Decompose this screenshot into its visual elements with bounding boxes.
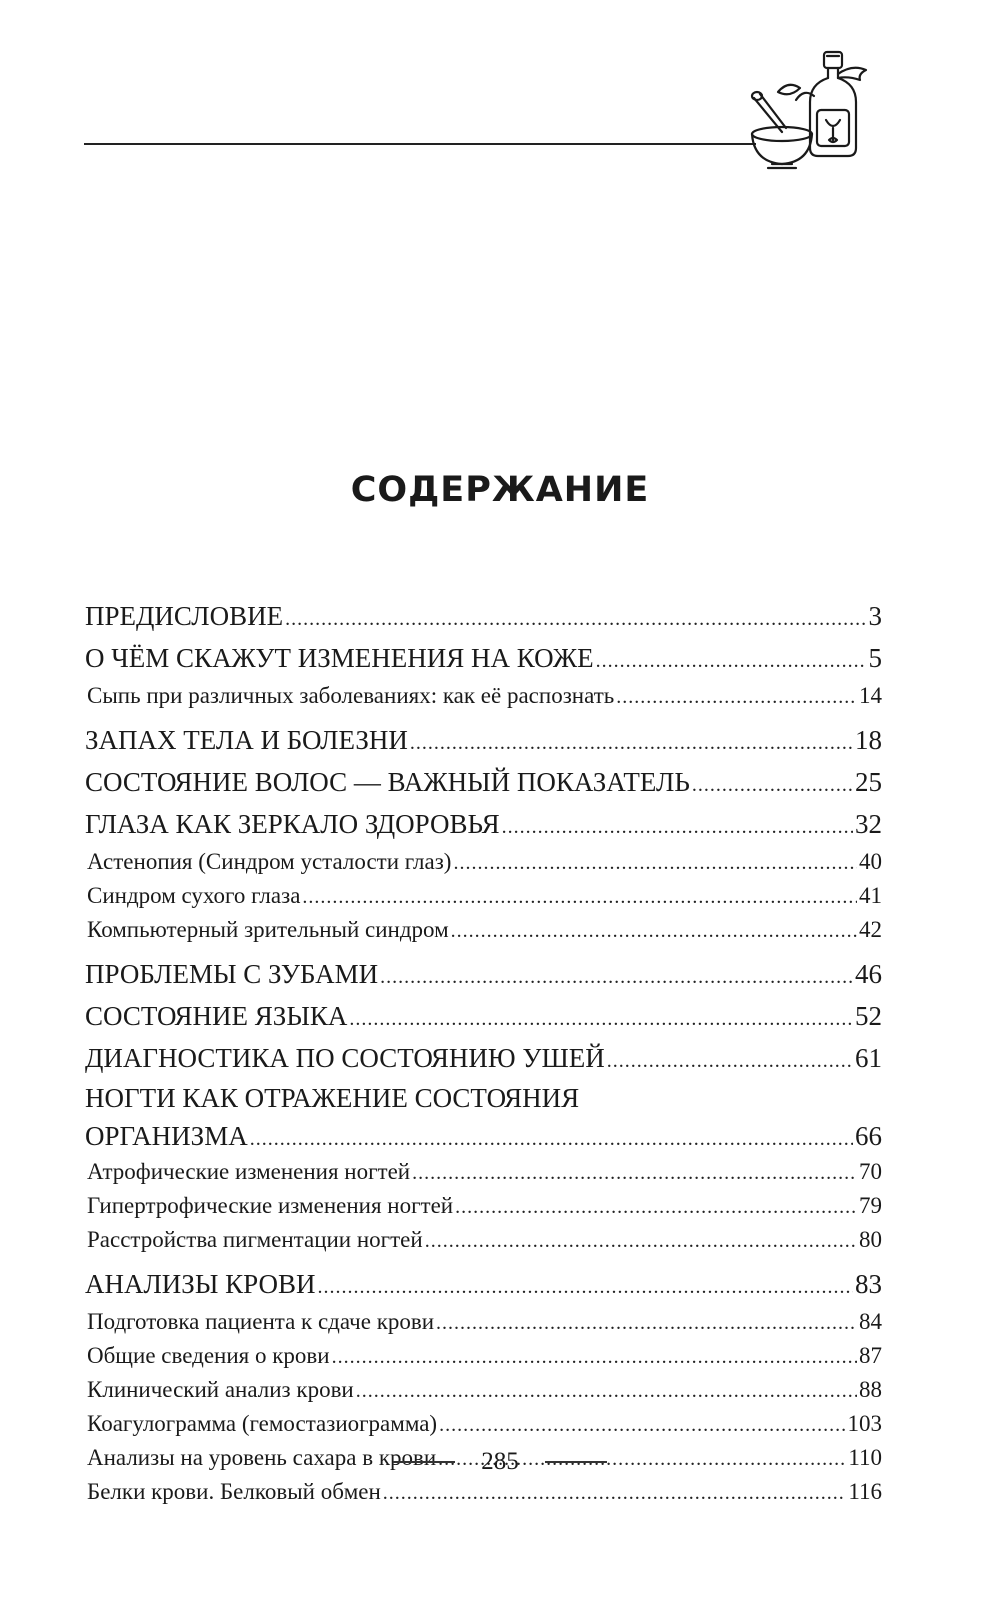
dot-leader bbox=[349, 998, 853, 1040]
toc-entry-title: ПРЕДИСЛОВИЕ bbox=[85, 601, 284, 631]
toc-entry-title: СОСТОЯНИЕ ЯЗЫКА bbox=[85, 1001, 348, 1031]
toc-page-number: 88 bbox=[859, 1377, 882, 1402]
header-rule bbox=[84, 143, 756, 145]
toc-entry-title: Анализы на уровень сахара в крови bbox=[87, 1445, 437, 1470]
toc-entry-title-continued: ОРГАНИЗМА bbox=[85, 1121, 248, 1151]
toc-page-number: 83 bbox=[855, 1269, 882, 1299]
toc-page-number: 25 bbox=[855, 767, 882, 797]
dot-leader bbox=[425, 1224, 857, 1258]
toc-page-number: 110 bbox=[848, 1445, 882, 1470]
dot-leader bbox=[383, 1476, 847, 1510]
toc-entry[interactable] bbox=[85, 679, 882, 713]
dot-leader bbox=[285, 598, 866, 640]
toc-entry[interactable] bbox=[85, 1189, 882, 1223]
toc-entry[interactable] bbox=[85, 1407, 882, 1441]
toc-entry-title: ПРОБЛЕМЫ С ЗУБАМИ bbox=[85, 959, 379, 989]
dot-leader bbox=[318, 1266, 854, 1308]
toc-entry[interactable] bbox=[85, 1475, 882, 1509]
toc-entry[interactable] bbox=[85, 1305, 882, 1339]
toc-entry[interactable] bbox=[85, 595, 882, 637]
toc-entry-title: Подготовка пациента к сдаче крови bbox=[87, 1309, 435, 1334]
dot-leader bbox=[692, 764, 853, 806]
table-of-contents bbox=[85, 595, 882, 1509]
dot-leader bbox=[453, 846, 857, 880]
toc-page-number: 42 bbox=[859, 917, 882, 942]
toc-entry[interactable] bbox=[85, 1155, 882, 1189]
toc-entry-title: ДИАГНОСТИКА ПО СОСТОЯНИЮ УШЕЙ bbox=[85, 1043, 605, 1073]
toc-page-number: 61 bbox=[855, 1043, 882, 1073]
toc-entry[interactable] bbox=[85, 953, 882, 995]
toc-entry[interactable] bbox=[85, 1373, 882, 1407]
dot-leader bbox=[596, 640, 867, 682]
toc-entry[interactable] bbox=[85, 719, 882, 761]
toc-entry-title: АНАЛИЗЫ КРОВИ bbox=[85, 1269, 316, 1299]
toc-entry-title: ЗАПАХ ТЕЛА И БОЛЕЗНИ bbox=[85, 725, 408, 755]
dot-leader bbox=[455, 1190, 857, 1224]
toc-page-number: 79 bbox=[859, 1193, 882, 1218]
toc-page-number: 52 bbox=[855, 1001, 882, 1031]
dot-leader bbox=[356, 1374, 857, 1408]
toc-page-number: 116 bbox=[848, 1479, 882, 1504]
dot-leader bbox=[250, 1120, 853, 1158]
toc-entry-title: Астенопия (Синдром усталости глаз) bbox=[87, 849, 452, 874]
toc-entry[interactable] bbox=[85, 995, 882, 1037]
page-title: СОДЕРЖАНИЕ bbox=[350, 470, 650, 510]
dot-leader bbox=[380, 956, 853, 998]
toc-page-number: 80 bbox=[859, 1227, 882, 1252]
toc-page-number: 46 bbox=[855, 959, 882, 989]
toc-entry-title: Синдром сухого глаза bbox=[87, 883, 301, 908]
dot-leader bbox=[302, 880, 857, 914]
toc-entry-title: Компьютерный зрительный синдром bbox=[87, 917, 449, 942]
toc-entry[interactable] bbox=[85, 761, 882, 803]
dot-leader bbox=[410, 722, 853, 764]
toc-page-number: 103 bbox=[847, 1411, 882, 1436]
page-number: 285 bbox=[481, 1448, 519, 1475]
dot-leader bbox=[439, 1408, 845, 1442]
toc-page-number: 14 bbox=[859, 683, 882, 708]
toc-page-number: 18 bbox=[855, 725, 882, 755]
toc-entry-title: Сыпь при различных заболеваниях: как её распознать bbox=[87, 683, 615, 708]
toc-entry-title: Атрофические изменения ногтей bbox=[87, 1159, 411, 1184]
toc-page-number: 84 bbox=[859, 1309, 882, 1334]
toc-entry-title: Коагулограмма (гемостазиограмма) bbox=[87, 1411, 438, 1436]
toc-entry-title: Общие сведения о крови bbox=[87, 1343, 330, 1368]
toc-page-number: 87 bbox=[859, 1343, 882, 1368]
page-footer bbox=[0, 1448, 1000, 1476]
dot-leader bbox=[412, 1156, 857, 1190]
toc-entry-title: НОГТИ КАК ОТРАЖЕНИЕ СОСТОЯНИЯ bbox=[85, 1083, 580, 1113]
toc-entry-title: СОСТОЯНИЕ ВОЛОС — ВАЖНЫЙ ПОКАЗАТЕЛЬ bbox=[85, 767, 690, 797]
toc-entry[interactable] bbox=[85, 1339, 882, 1373]
toc-entry-title: Белки крови. Белковый обмен bbox=[87, 1479, 381, 1504]
toc-page-number: 5 bbox=[868, 643, 882, 673]
toc-entry-title: Расстройства пигментации ногтей bbox=[87, 1227, 423, 1252]
toc-entry[interactable] bbox=[85, 913, 882, 947]
toc-page-number: 40 bbox=[859, 849, 882, 874]
toc-page-number: 66 bbox=[855, 1121, 882, 1151]
dot-leader bbox=[451, 914, 857, 948]
toc-entry[interactable] bbox=[85, 845, 882, 879]
toc-entry-title: ГЛАЗА КАК ЗЕРКАЛО ЗДОРОВЬЯ bbox=[85, 809, 500, 839]
dot-leader bbox=[332, 1340, 857, 1374]
toc-page-number: 32 bbox=[855, 809, 882, 839]
toc-entry-title: О ЧЁМ СКАЖУТ ИЗМЕНЕНИЯ НА КОЖЕ bbox=[85, 643, 594, 673]
toc-page-number: 70 bbox=[859, 1159, 882, 1184]
toc-page-number: 41 bbox=[859, 883, 882, 908]
toc-entry[interactable] bbox=[85, 1223, 882, 1257]
toc-entry[interactable] bbox=[85, 1037, 882, 1079]
toc-entry[interactable] bbox=[85, 1079, 882, 1155]
toc-entry[interactable] bbox=[85, 637, 882, 679]
mortar-and-pestle-with-pharmacy-bottle-icon bbox=[748, 40, 888, 175]
toc-entry[interactable] bbox=[85, 803, 882, 845]
dot-leader bbox=[436, 1306, 857, 1340]
footer-dash-right bbox=[545, 1461, 607, 1463]
footer-dash-left bbox=[393, 1461, 455, 1463]
toc-entry[interactable] bbox=[85, 1263, 882, 1305]
toc-entry-title: Гипертрофические изменения ногтей bbox=[87, 1193, 454, 1218]
dot-leader bbox=[616, 680, 857, 714]
toc-entry[interactable] bbox=[85, 879, 882, 913]
dot-leader bbox=[502, 806, 853, 848]
dot-leader bbox=[607, 1040, 853, 1082]
toc-page-number: 3 bbox=[868, 601, 882, 631]
toc-entry-title: Клинический анализ крови bbox=[87, 1377, 354, 1402]
